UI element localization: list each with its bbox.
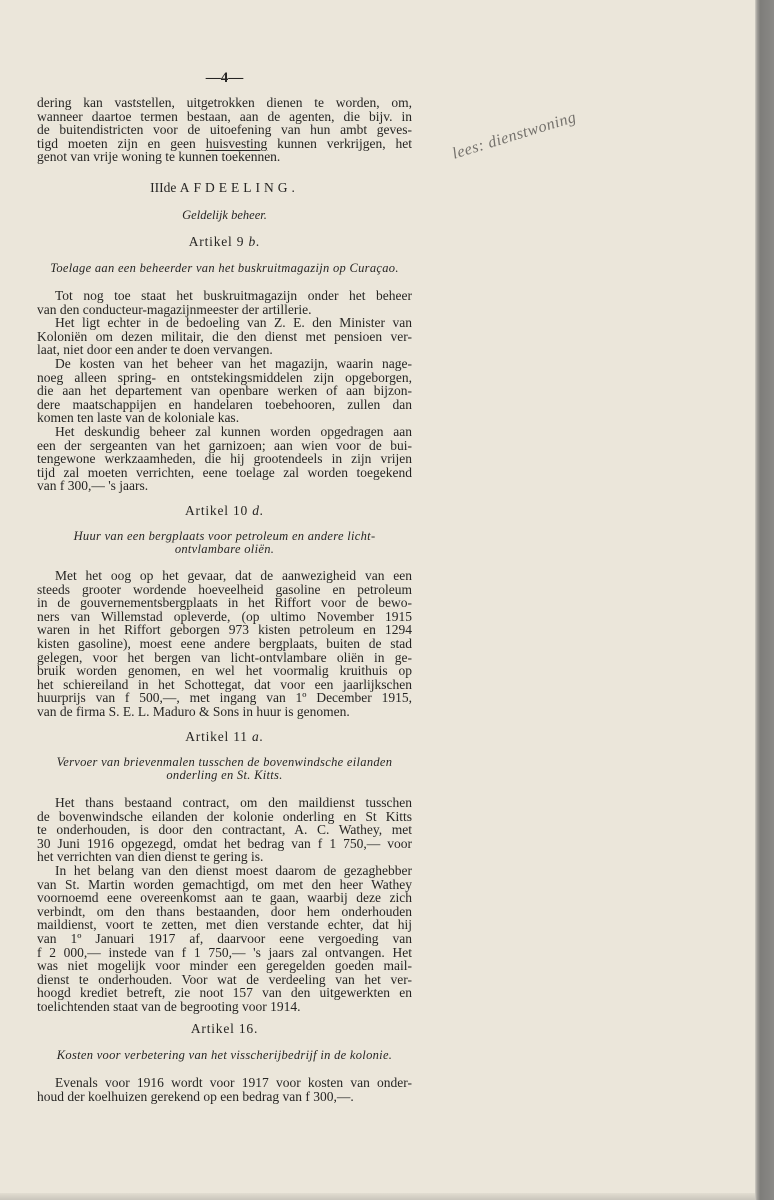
text-line: f 2 000,— instede van f 1 750,— 's jaars zal ontvangen. Het <box>37 944 412 960</box>
article-title <box>37 756 412 782</box>
page-bottom-edge <box>0 1193 755 1200</box>
text-line: Tot nog toe staat het buskruitmagazijn onder het beheer <box>55 288 412 303</box>
text-line: Het deskundig beheer zal kunnen worden opgedragen aan <box>55 423 412 439</box>
article-suffix: d. <box>252 503 265 518</box>
article-title <box>37 530 412 556</box>
text-line: waren in het Riffort geborgen 973 kisten petroleum en 1294 <box>37 622 412 638</box>
article-title-line: onderling en St. Kitts. <box>166 768 283 782</box>
article-body <box>37 796 412 1014</box>
text-line: in de gouvernementsbergplaats in het Riffort voor de bewo- <box>37 595 412 611</box>
text-line: te onderhouden, is door den contractant, A. C. Wathey, met <box>37 822 412 838</box>
underlined-word: huisvesting <box>205 135 268 151</box>
text-line: Evenals voor 1916 wordt voor 1917 voor kosten van onder- <box>55 1075 412 1090</box>
text-line: dienst te onderhouden. Voor wat de verdeeling van het ver- <box>37 971 412 987</box>
text-line: maildienst, voort te zetten, met dien verstande echter, dat hij <box>37 917 412 933</box>
text-line: van St. Martin worden gemachtigd, om met den heer Wathey <box>37 876 412 892</box>
article-body <box>37 1076 412 1103</box>
article-body <box>37 569 412 719</box>
text-line: houd der koelhuizen gerekend op een bedrag van f 300,—. <box>37 1088 354 1104</box>
page-edge <box>755 0 774 1200</box>
text-line: Het ligt echter in de bedoeling van Z. E. den Minister van <box>55 315 412 331</box>
text-line: In het belang van den dienst moest daarom de gezaghebber <box>55 862 412 878</box>
text-line: De kosten van het beheer van het magazijn, waarin nage- <box>55 355 412 371</box>
text-segment: tigd moeten zijn en geen <box>37 135 206 151</box>
intro-paragraph <box>37 96 412 164</box>
text-line: laat, niet door een ander te doen vervangen. <box>37 342 273 358</box>
text-line: was niet mogelijk voor minder een geregelden goeden mail- <box>37 958 412 974</box>
text-line: wanneer daartoe termen bestaan, aan de agenten, die bijv. in <box>37 108 412 124</box>
text-line: een der sergeanten van het garnizoen; aan wien voor de bui- <box>37 437 412 453</box>
article-number: Artikel 16. <box>190 1021 259 1036</box>
text-line: Het thans bestaand contract, om den maildienst tusschen <box>55 795 412 810</box>
text-line: de buitendistricten voor de uitoefening van hun ambt geves- <box>37 122 412 138</box>
text-line: Met het oog op het gevaar, dat de aanwezigheid van een <box>55 568 412 583</box>
text-line: genot van vrije woning te kunnen toekennen. <box>37 149 281 165</box>
text-line: verbindt, om den thans bestaanden, door hem onderhouden <box>37 903 412 919</box>
text-line: het schiereiland in het Schottegat, dat voor een jaarlijkschen <box>37 676 412 692</box>
article-suffix: b. <box>248 234 261 249</box>
text-line: kisten gasoline), moest eene andere bergplaats, buiten de stad <box>37 635 412 651</box>
text-line: hoogd krediet betreft, zie noot 157 van den uitgewerkten en <box>37 985 412 1001</box>
section-prefix: IIIde <box>150 180 177 195</box>
article-label <box>37 235 412 249</box>
text-line: tijd zal moeten verrichten, eene toelage zal worden toegekend <box>37 464 412 480</box>
article-title-line: Huur van een bergplaats voor petroleum en andere licht- <box>73 529 376 543</box>
text-line: voornoemd eene overeenkomst aan te gaan, waarbij deze zich <box>37 890 412 906</box>
text-line: dering kan vaststellen, uitgetrokken dienen te worden, om, <box>37 95 412 110</box>
text-line: van de firma S. E. L. Maduro & Sons in huur is genomen. <box>37 703 350 719</box>
section-subtitle: Geldelijk beheer. <box>182 208 267 222</box>
text-line: tengewone werkzaamheden, die hij grootendeels in zijn vrijen <box>37 451 412 467</box>
section-title: AFDEELING. <box>179 180 299 195</box>
text-line: huurprijs van f 500,—, met ingang van 1º December 1915, <box>37 690 412 706</box>
text-line: dere maatschappijen en handelaren toebehooren, zullen dan <box>37 396 412 412</box>
text-line: Koloniën om dezen militair, die den dienst met pensioen ver- <box>37 328 412 344</box>
text-line: het verrichten van dien dienst te gering is. <box>37 849 264 865</box>
text-line: gelegen, voor het bergen van licht-ontvlambare oliën in ge- <box>37 649 412 665</box>
article-suffix: a. <box>252 729 264 744</box>
text-line: 30 Juni 1916 opgezegd, omdat het bedrag van f 1 750,— voor <box>37 835 412 851</box>
section-heading <box>37 181 412 195</box>
text-line: toelichtenden staat van de begrooting voor 1914. <box>37 998 301 1014</box>
article-title-line: Vervoer van brievenmalen tusschen de bovenwindsche eilanden <box>56 755 393 769</box>
text-line: steeds grooter wordende hoeveelheid gasoline en petroleum <box>37 581 412 597</box>
article-title-line: Toelage aan een beheerder van het buskruitmagazijn op Curaçao. <box>50 261 399 275</box>
text-line: de bovenwindsche eilanden der kolonie onderling en St Kitts <box>37 808 412 824</box>
article-label <box>37 1022 412 1036</box>
text-line: van den conducteur-magazijnmeester der artillerie. <box>37 301 312 317</box>
article-title-line: ontvlambare oliën. <box>174 542 275 556</box>
article-title-line: Kosten voor verbetering van het visscherijbedrijf in de kolonie. <box>56 1048 393 1062</box>
text-line: komen ten laste van de koloniale kas. <box>37 410 240 426</box>
text-line: ners van Willemstad opleverde, (op ultimo November 1915 <box>37 608 412 624</box>
text-line: van f 300,— 's jaars. <box>37 478 149 494</box>
article-number: Artikel 10 <box>184 503 249 518</box>
article-body <box>37 289 412 493</box>
page-number: —4— <box>205 70 244 86</box>
text-segment: kunnen verkrijgen, het <box>267 135 412 151</box>
article-number: Artikel 9 <box>188 234 245 249</box>
text-line: van 1º Januari 1917 af, daarvoor eene vergoeding van <box>37 930 412 946</box>
article-title <box>37 1049 412 1062</box>
text-line <box>37 137 412 151</box>
text-line: noeg alleen spring- en ontstekingsmiddelen zijn opgeborgen, <box>37 369 412 385</box>
text-line: die aan het departement van openbare werken of aan bijzon- <box>37 383 412 399</box>
text-line: bruik worden genomen, en wel het voormalig kruithuis op <box>37 663 412 679</box>
article-title <box>37 262 412 275</box>
article-number: Artikel 11 <box>185 729 248 744</box>
handwritten-margin-note: lees: dienstwoning <box>450 108 579 163</box>
article-label <box>37 504 412 518</box>
article-label <box>37 730 412 744</box>
